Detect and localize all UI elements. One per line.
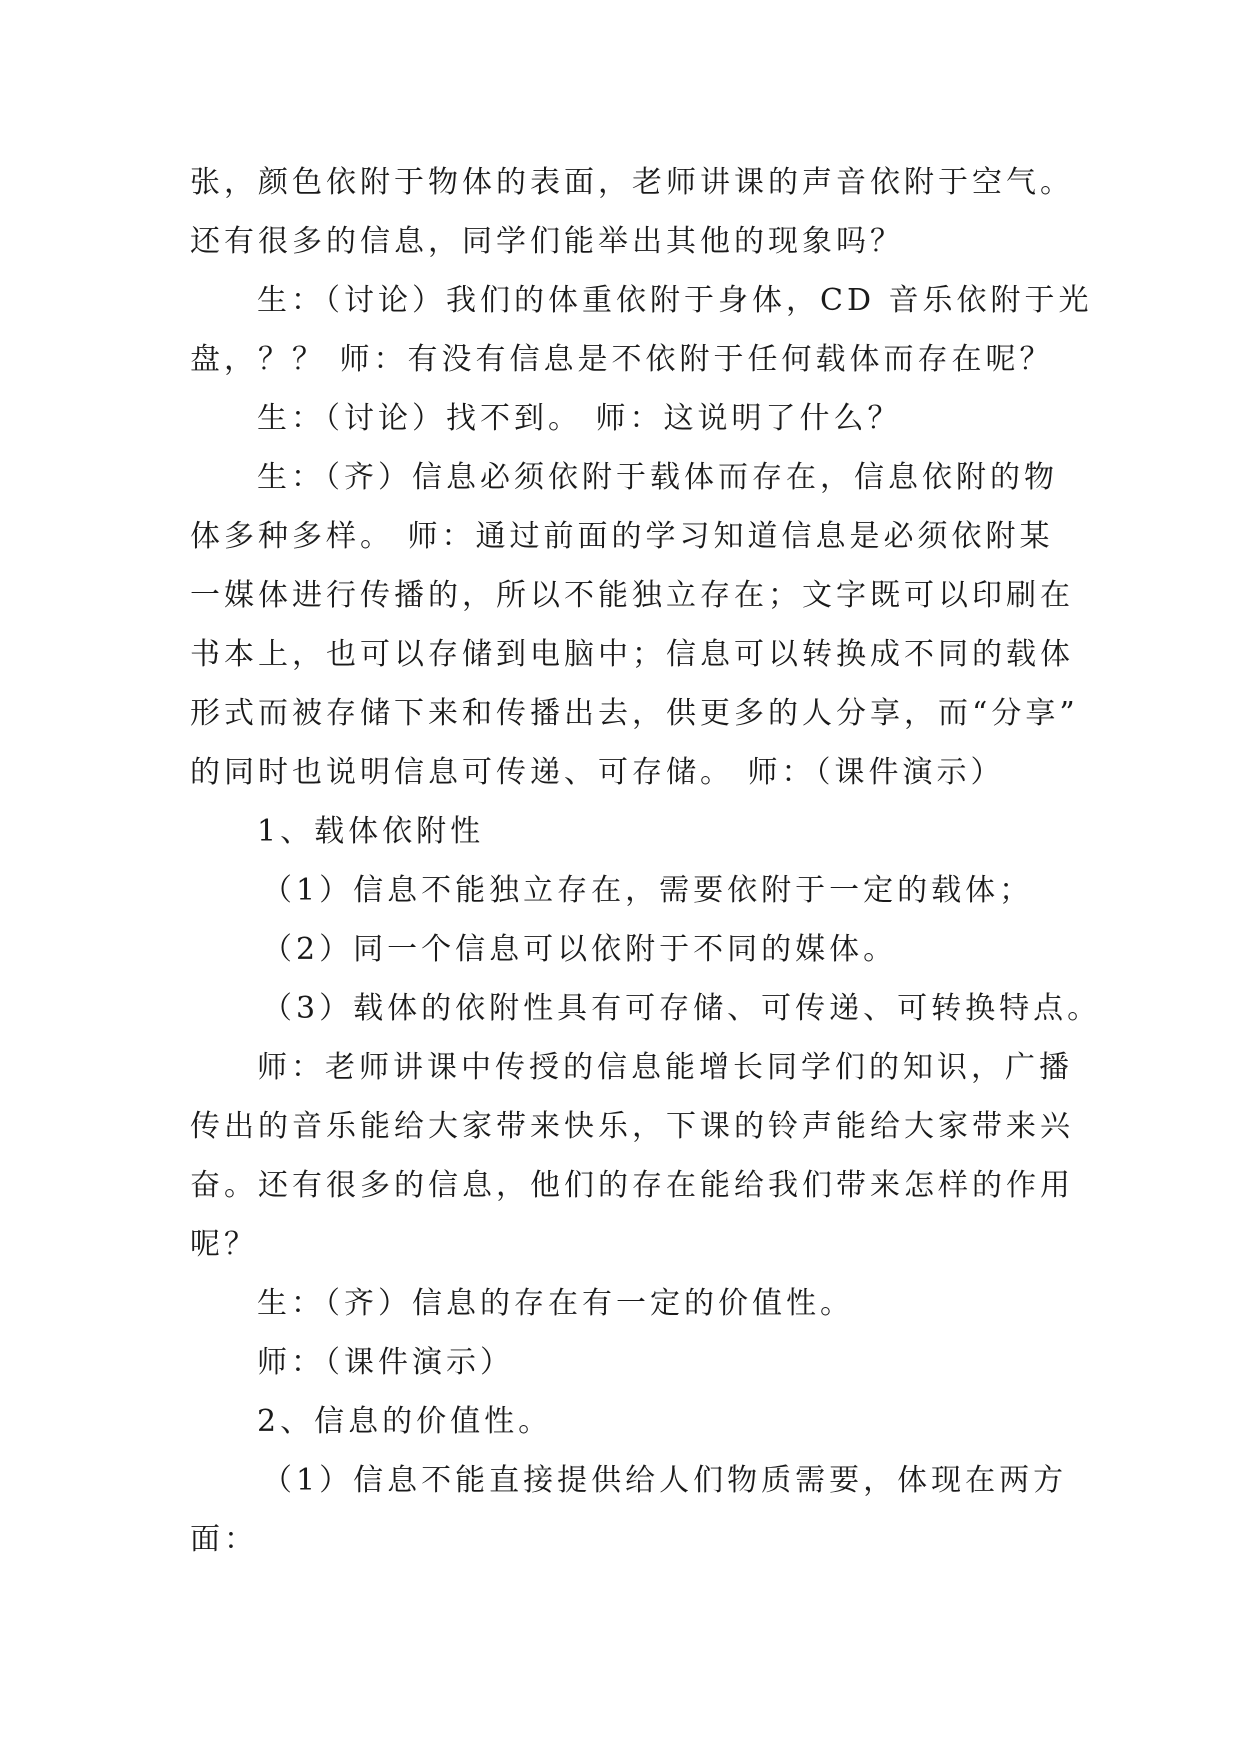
text-line: 生：（齐）信息的存在有一定的价值性。: [257, 1286, 854, 1321]
text-line: 盘，？？ 师：有没有信息是不依附于任何载体而存在呢？: [190, 342, 1054, 377]
text-line: 师：老师讲课中传授的信息能增长同学们的知识，广播: [257, 1050, 1073, 1085]
list-item: （1）信息不能独立存在，需要依附于一定的载体；: [262, 873, 1034, 908]
text-line: 生：（讨论）找不到。 师：这说明了什么？: [257, 401, 902, 436]
list-item: （2）同一个信息可以依附于不同的媒体。: [262, 932, 898, 967]
text-line: 书本上，也可以存储到电脑中；信息可以转换成不同的载体: [190, 637, 1074, 672]
list-item: （1）信息不能直接提供给人们物质需要，体现在两方: [262, 1463, 1068, 1498]
text-line: 奋。还有很多的信息，他们的存在能给我们带来怎样的作用: [190, 1168, 1074, 1203]
section-heading: 1、载体依附性: [257, 814, 485, 849]
section-heading: 2、信息的价值性。: [257, 1404, 553, 1439]
text-line: 生：（齐）信息必须依附于载体而存在，信息依附的物: [257, 460, 1058, 495]
text-line: 生：（讨论）我们的体重依附于身体，CD 音乐依附于光: [257, 283, 1093, 318]
text-line: 师：（课件演示）: [257, 1345, 514, 1380]
text-line: 的同时也说明信息可传递、可存储。 师：（课件演示）: [190, 755, 1005, 790]
text-line: 形式而被存储下来和传播出去，供更多的人分享，而“分享”: [190, 696, 1079, 731]
text-line: 呢？: [190, 1227, 258, 1262]
text-line: 还有很多的信息，同学们能举出其他的现象吗？: [190, 224, 904, 259]
text-line: 传出的音乐能给大家带来快乐，下课的铃声能给大家带来兴: [190, 1109, 1074, 1144]
list-item: （3）载体的依附性具有可存储、可传递、可转换特点。: [262, 991, 1102, 1026]
text-line: 张，颜色依附于物体的表面，老师讲课的声音依附于空气。: [190, 165, 1074, 200]
text-line: 面：: [190, 1522, 258, 1557]
text-line: 体多种多样。 师：通过前面的学习知道信息是必须依附某: [190, 519, 1054, 554]
text-line: 一媒体进行传播的，所以不能独立存在；文字既可以印刷在: [190, 578, 1074, 613]
